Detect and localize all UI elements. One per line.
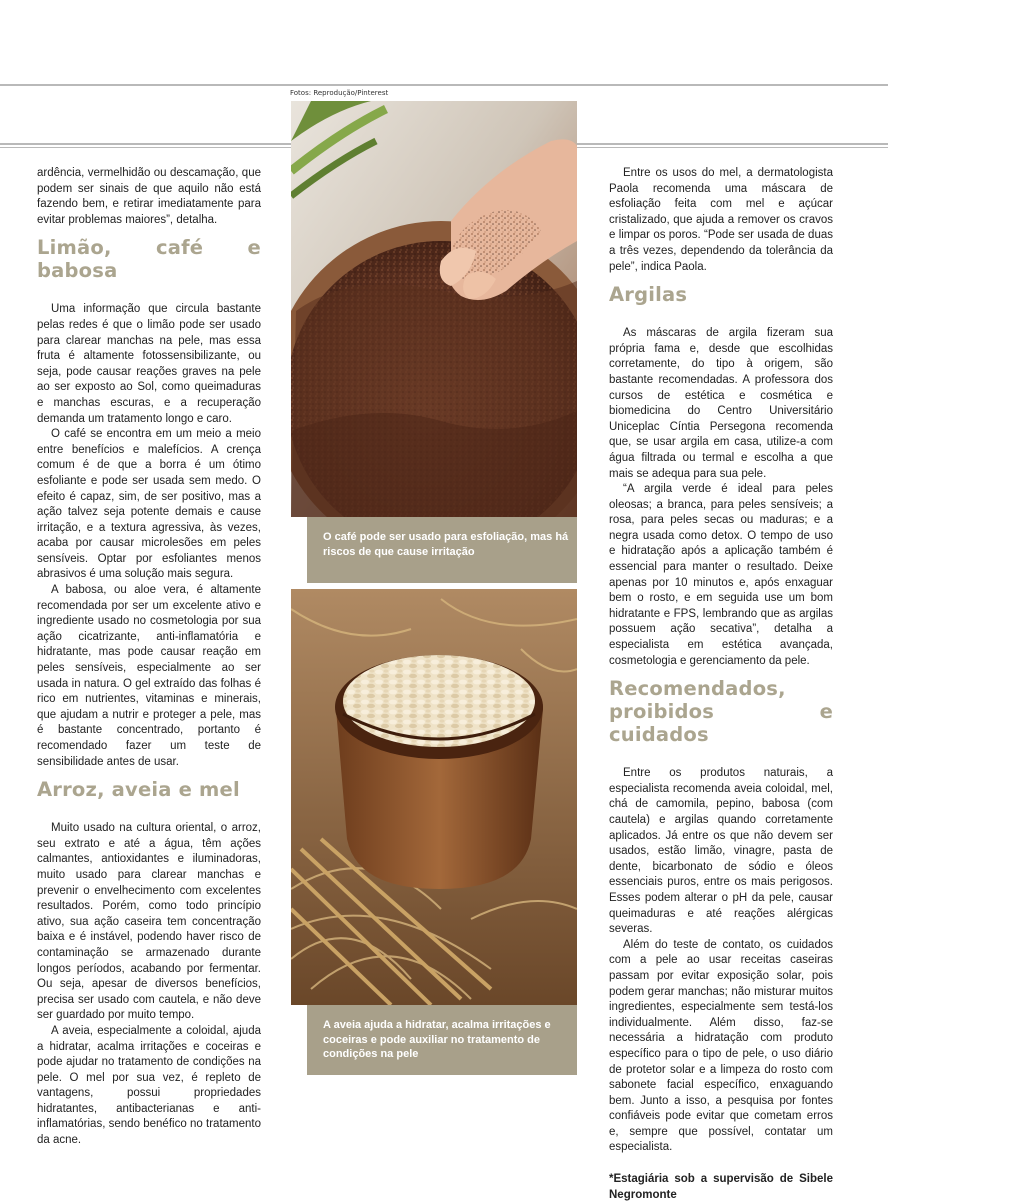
paragraph: Muito usado na cultura oriental, o arroz, seu extrato e até a água, têm ações calmantes, antioxidantes e iluminadoras, muito usado para clarear manchas e prevenir o envelhecimento com excelentes resultados. Porém, como todo princípio ativo, sua ação caseira tem concentração baixa e é instável, podendo haver risco de contaminação se armazenado durante longos períodos, acabando por fermentar. Ou seja, apesar de diversos benefícios, precisa ser usado com cautela, e não deve ser guardado por muito tempo.: [37, 822, 261, 1022]
paragraph: A babosa, ou aloe vera, é altamente recomendada por ser um excelente ativo e ingrediente usado no cosmetologia por sua ação cicatrizante, anti-inflamatória e hidratante, mas pode causar reação em peles sensíveis, especialmente ao ser usada in natura. O gel extraído das folhas é rico em nutrientes, vitaminas e minerais, que ajudam a nutrir e proteger a pele, mas é bastante concentrado, portanto é recomendado fazer um teste de sensibilidade antes de usar.: [37, 584, 261, 768]
section-heading-recomendados: Recomendados, proibidos e cuidados: [609, 677, 833, 747]
article-column-right: [609, 166, 833, 1203]
top-rule: [0, 84, 888, 86]
paragraph: Além do teste de contato, os cuidados com a pele ao usar receitas caseiras passam por evitar exposição solar, pois podem gerar manchas; não misturar muitos ingredientes, especialmente sem testá-los individualmente. Além disso, faz-se necessária a hidratação com produto específico para o tipo de pele, o uso diário de protetor solar e a limpeza do rosto com sabonete facial específico, enxaguando bem. Junto a isso, a pesquisa por fontes confiáveis pode evitar que cometam erros e, sempre que possível, contatar um especialista.: [609, 938, 833, 1154]
paragraph: A aveia, especialmente a coloidal, ajuda a hidratar, acalma irritações e coceiras e pode ajudar no tratamento de condições na pele. O mel por sua vez, é repleto de vantagens, possui propriedades hidratantes, antibacterianas e anti-inflamatórias, sendo benéfico no tratamento da acne.: [37, 1024, 261, 1147]
paragraph: ardência, vermelhidão ou descamação, que podem ser sinais de que aquilo não está fazendo bem, e retirar imediatamente para evitar problemas maiores”, detalha.: [37, 167, 261, 226]
article-column-left: [37, 166, 261, 1149]
paragraph: Entre os produtos naturais, a especialista recomenda aveia coloidal, mel, chá de camomila, pepino, babosa (com cautela) e argilas quando corretamente aplicados. Já entre os que não devem ser usados, estão limão, vinagre, pasta de dente, bicarbonato de sódio e óleos essenciais puros, entre os mais perigosos. Esses podem alterar o pH da pele, causar queimaduras e até reações alérgicas severas.: [609, 767, 833, 936]
author-byline: *Estagiária sob a supervisão de Sibele Negromonte: [609, 1173, 833, 1201]
coffee-grounds-illustration: [291, 101, 577, 517]
section-heading-argilas: Argilas: [609, 283, 688, 307]
oats-bowl-illustration: [291, 589, 577, 1005]
section-heading-limao: Limão, café e babosa: [37, 236, 261, 283]
paragraph: As máscaras de argila fizeram sua própria fama e, desde que escolhidas corretamente, do tipo à origem, são bastante recomendadas. A professora dos cursos de estética e cosmética e biomedicina do Centro Universitário Uniceplac Cíntia Persegona recomenda que, se usar argila em casa, utilize-a com água filtrada ou termal e escolha a que mais se adequa para sua pele.: [609, 327, 833, 480]
paragraph: O café se encontra em um meio a meio entre benefícios e malefícios. A crença comum é de que a borra é um ótimo esfoliante e pode ser usada sem medo. O efeito é capaz, sim, de ser positivo, mas a ação talvez seja potente demais e cause irritação, e a textura agressiva, às vezes, acaba por causar microlesões em peles sensíveis. Optar por esfoliantes menos abrasivos é uma solução mais segura.: [37, 428, 261, 581]
coffee-grounds-photo: [291, 101, 577, 517]
section-heading-arroz: Arroz, aveia e mel: [37, 778, 240, 802]
oats-photo-caption: A aveia ajuda a hidratar, acalma irritações e coceiras e pode auxiliar no tratamento de condições na pele: [307, 1005, 577, 1075]
photo-credit: Fotos: Reprodução/Pinterest: [290, 89, 389, 97]
coffee-photo-caption: O café pode ser usado para esfoliação, mas há riscos de que cause irritação: [307, 517, 577, 583]
paragraph: “A argila verde é ideal para peles oleosas; a branca, para peles sensíveis; a rosa, para peles secas ou maduras; e a negra usada como detox. O tempo de uso e hidratação após a aplicação também é essencial para manter o resultado. Deixe apenas por 10 minutos e, após enxaguar bem o rosto, e em seguida use um bom hidratante e FPS, lembrando que as argilas possuem ação secativa”, detalha a especialista em estética avançada, cosmetologia e gerenciamento da pele.: [609, 483, 833, 667]
paragraph: Uma informação que circula bastante pelas redes é que o limão pode ser usado para clarear manchas na pele, mas essa fruta é altamente fotossensibilizante, ou seja, pode causar reações graves na pele ao ser exposto ao Sol, como queimaduras e manchas escuras, e a recuperação demanda um tratamento longo e caro.: [37, 303, 261, 425]
oats-bowl-photo: [291, 589, 577, 1005]
paragraph: Entre os usos do mel, a dermatologista Paola recomenda uma máscara de esfoliação feita com mel e açúcar cristalizado, que ajuda a remover os cravos e limpar os poros. “Pode ser usada de duas a três vezes, dependendo da tolerância da pele”, indica Paola.: [609, 167, 833, 273]
